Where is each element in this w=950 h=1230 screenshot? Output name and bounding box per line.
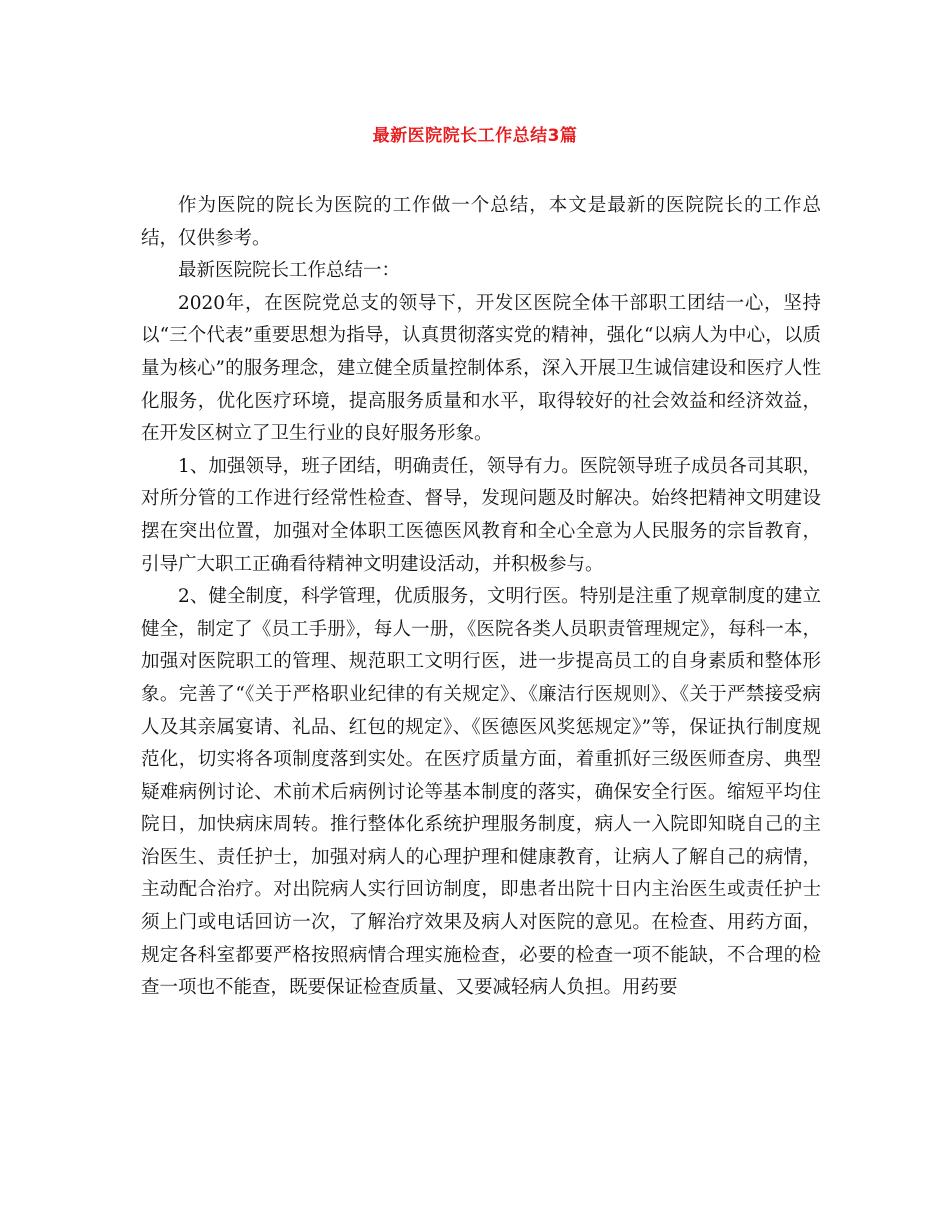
paragraph-overview: 2020年，在医院党总支的领导下，开发区医院全体干部职工团结一心，坚持以“三个代表”重要思想为指导，认真贯彻落实党的精神，强化“以病人为中心，以质量为核心”的服务理念，建立健全质量控制体系，深入开展卫生诚信建设和医疗人性化服务，优化医疗环境，提高服务质量和水平，取得较好的社会效益和经济效益，在开发区树立了卫生行业的良好服务形象。 — [141, 292, 821, 445]
document-title: 最新医院院长工作总结3篇 — [372, 126, 578, 146]
paragraph-intro: 作为医院的院长为医院的工作做一个总结，本文是最新的医院院长的工作总结，仅供参考。 — [141, 195, 821, 249]
document-body — [141, 190, 821, 1005]
paragraph-point-2: 2、健全制度，科学管理，优质服务，文明行医。特别是注重了规章制度的建立健全，制定了《员工手册》，每人一册，《医院各类人员职责管理规定》，每科一本，加强对医院职工的管理、规范职工文明行医，进一步提高员工的自身素质和整体形象。完善了“《关于严格职业纪律的有关规定》、《廉洁行医规则》、《关于严禁接受病人及其亲属宴请、礼品、红包的规定》、《医德医风奖惩规定》”等，保证执行制度规范化，切实将各项制度落到实处。在医疗质量方面，着重抓好三级医师查房、典型疑难病例讨论、术前术后病例讨论等基本制度的落实，确保安全行医。缩短平均住院日，加快病床周转。推行整体化系统护理服务制度，病人一入院即知晓自己的主治医生、责任护士，加强对病人的心理护理和健康教育，让病人了解自己的病情，主动配合治疗。对出院病人实行回访制度，即患者出院十日内主治医生或责任护士须上门或电话回访一次，了解治疗效果及病人对医院的意见。在检查、用药方面，规定各科室都要严格按照病情合理实施检查，必要的检查一项不能缺，不合理的检查一项也不能查，既要保证检查质量、又要减轻病人负担。用药要 — [141, 586, 821, 999]
paragraph-section-heading: 最新医院院长工作总结一： — [178, 260, 401, 282]
paragraph-point-1: 1、加强领导，班子团结，明确责任，领导有力。医院领导班子成员各司其职，对所分管的工作进行经常性检查、督导，发现问题及时解决。始终把精神文明建设摆在突出位置，加强对全体职工医德医风教育和全心全意为人民服务的宗旨教育，引导广大职工正确看待精神文明建设活动，并积极参与。 — [141, 455, 821, 575]
